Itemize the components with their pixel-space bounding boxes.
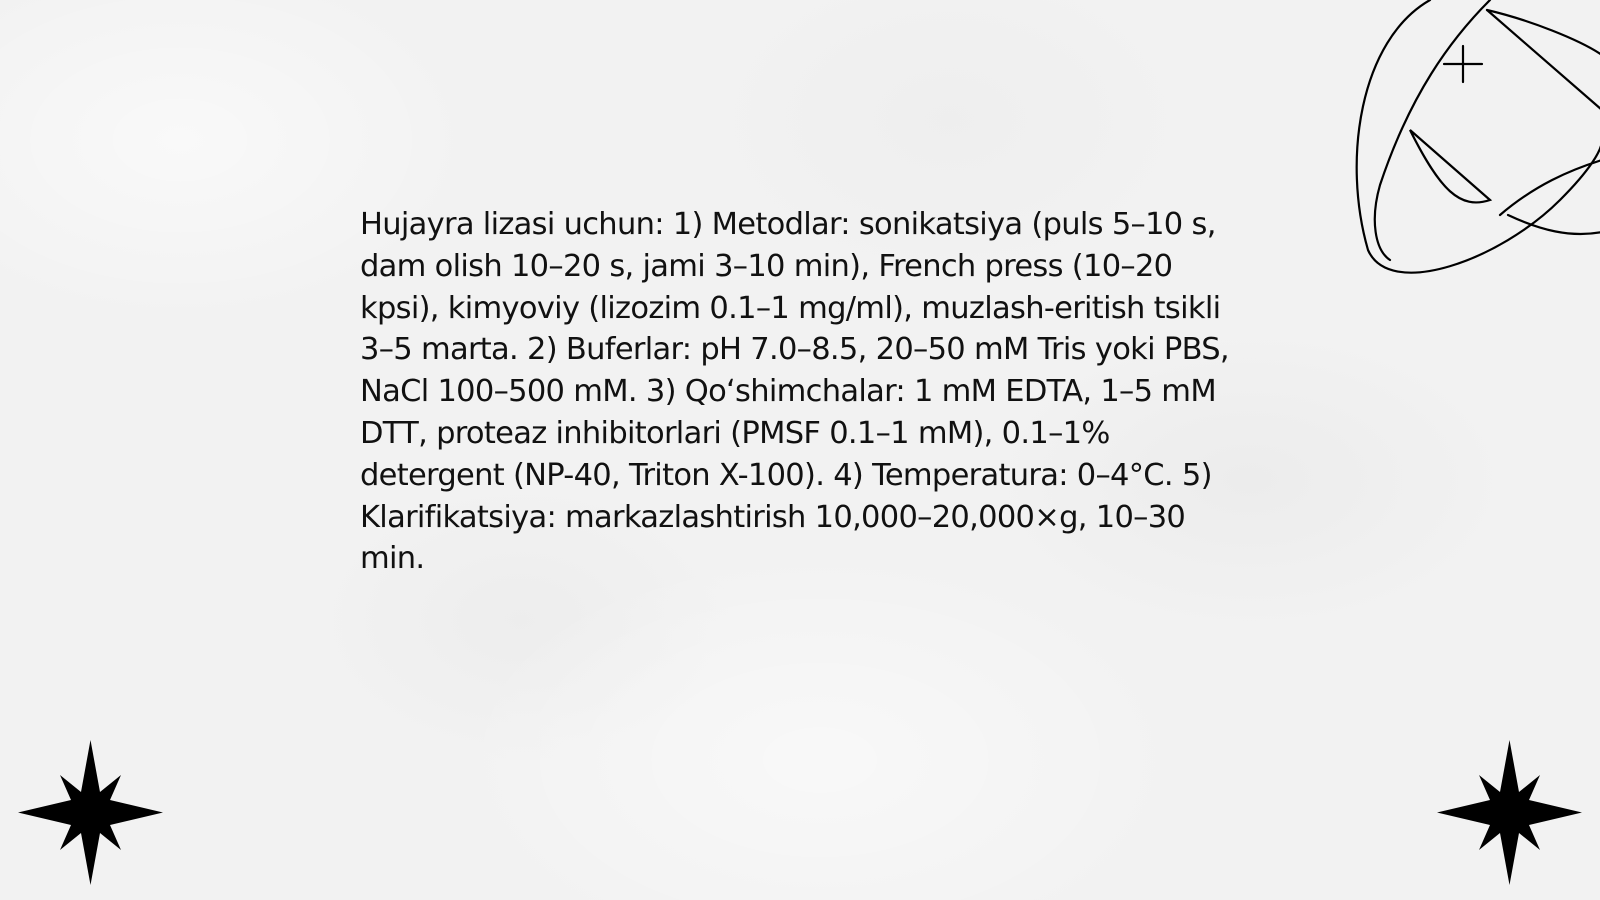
slide-body-text: Hujayra lizasi uchun: 1) Metodlar: sonikatsiya (puls 5–10 s, dam olish 10–20 s, jami 3–10 min), French press (10–20 kpsi), kimyoviy (lizozim 0.1–1 mg/ml), muzlash-eritish tsikli 3–5 marta. 2) Buferlar: pH 7.0–8.5, 20–50 mM Tris yoki PBS, NaCl 100–500 mM. 3) Qo‘shimchalar: 1 mM EDTA, 1–5 mM DTT, proteaz inhibitorlari (PMSF 0.1–1 mM), 0.1–1% detergent (NP-40, Triton X-100). 4) Temperatura: 0–4°C. 5) Klarifikatsiya: markazlashtirish 10,000–20,000×g, 10–30 min.: [360, 207, 1229, 577]
four-point-star-icon: [18, 740, 163, 885]
four-point-star-icon: [1437, 740, 1582, 885]
orbit-lines-icon: [1340, 0, 1600, 300]
sparkle-icon: [1444, 46, 1482, 82]
